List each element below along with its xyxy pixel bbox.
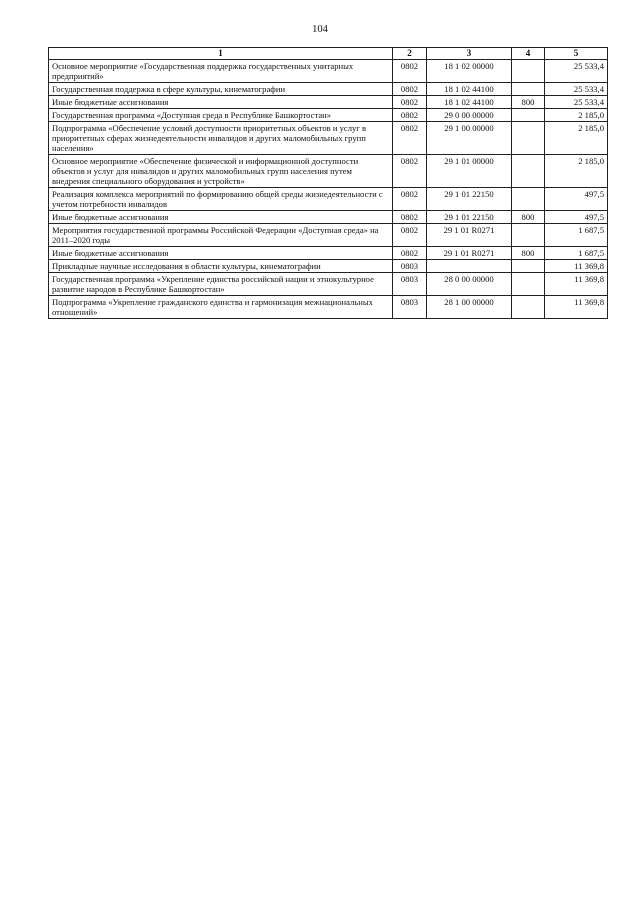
cell-name: Основное мероприятие «Обеспечение физической и информационной доступности объектов и услуг для инвалидов и других маломобильных групп населения путем внедрения специального оборудования и устройств» <box>49 155 393 188</box>
cell-expense-type: 800 <box>512 247 545 260</box>
cell-expense-type <box>512 122 545 155</box>
table-row <box>49 224 608 247</box>
cell-amount: 25 533,4 <box>545 60 608 83</box>
cell-expense-type: 800 <box>512 96 545 109</box>
cell-amount: 2 185,0 <box>545 109 608 122</box>
cell-section: 0802 <box>393 122 427 155</box>
cell-section: 0802 <box>393 109 427 122</box>
cell-target-article: 18 1 02 44100 <box>427 83 512 96</box>
cell-expense-type <box>512 224 545 247</box>
cell-name: Мероприятия государственной программы Российской Федерации «Доступная среда» на 2011–2020 годы <box>49 224 393 247</box>
cell-name: Подпрограмма «Обеспечение условий доступности приоритетных объектов и услуг в приоритетных сферах жизнедеятельности инвалидов и других маломобильных групп населения» <box>49 122 393 155</box>
cell-amount: 1 687,5 <box>545 224 608 247</box>
cell-target-article <box>427 260 512 273</box>
table-row <box>49 296 608 319</box>
cell-name: Иные бюджетные ассигнования <box>49 96 393 109</box>
table-row <box>49 122 608 155</box>
table-row <box>49 96 608 109</box>
cell-target-article: 29 1 01 R0271 <box>427 224 512 247</box>
table-row <box>49 273 608 296</box>
table-row <box>49 211 608 224</box>
cell-expense-type <box>512 273 545 296</box>
cell-target-article: 18 1 02 00000 <box>427 60 512 83</box>
cell-amount: 11 369,8 <box>545 273 608 296</box>
cell-target-article: 29 1 01 R0271 <box>427 247 512 260</box>
budget-table <box>48 47 608 319</box>
cell-name: Подпрограмма «Укрепление гражданского единства и гармонизация межнациональных отношений» <box>49 296 393 319</box>
cell-name: Иные бюджетные ассигнования <box>49 247 393 260</box>
cell-section: 0802 <box>393 60 427 83</box>
cell-section: 0802 <box>393 188 427 211</box>
cell-expense-type <box>512 60 545 83</box>
cell-amount: 11 369,8 <box>545 296 608 319</box>
cell-name: Государственная поддержка в сфере культуры, кинематографии <box>49 83 393 96</box>
cell-expense-type <box>512 296 545 319</box>
column-header: 1 <box>49 48 393 60</box>
cell-section: 0803 <box>393 296 427 319</box>
cell-section: 0802 <box>393 155 427 188</box>
table-row <box>49 83 608 96</box>
table-row <box>49 109 608 122</box>
table-row <box>49 247 608 260</box>
cell-expense-type <box>512 155 545 188</box>
table-row <box>49 260 608 273</box>
cell-section: 0802 <box>393 211 427 224</box>
cell-target-article: 29 1 01 22150 <box>427 188 512 211</box>
cell-expense-type: 800 <box>512 211 545 224</box>
column-header: 5 <box>545 48 608 60</box>
cell-section: 0802 <box>393 96 427 109</box>
cell-target-article: 29 1 01 00000 <box>427 155 512 188</box>
table-body <box>49 60 608 319</box>
cell-expense-type <box>512 188 545 211</box>
page-number: 104 <box>312 24 328 35</box>
column-header: 2 <box>393 48 427 60</box>
cell-amount: 497,5 <box>545 188 608 211</box>
cell-target-article: 18 1 02 44100 <box>427 96 512 109</box>
cell-amount: 25 533,4 <box>545 96 608 109</box>
column-header: 4 <box>512 48 545 60</box>
cell-target-article: 28 0 00 00000 <box>427 273 512 296</box>
cell-name: Основное мероприятие «Государственная поддержка государственных унитарных предприятий» <box>49 60 393 83</box>
cell-expense-type <box>512 109 545 122</box>
cell-name: Иные бюджетные ассигнования <box>49 211 393 224</box>
cell-target-article: 29 0 00 00000 <box>427 109 512 122</box>
cell-amount: 25 533,4 <box>545 83 608 96</box>
cell-section: 0802 <box>393 224 427 247</box>
cell-expense-type <box>512 83 545 96</box>
cell-name: Государственная программа «Доступная среда в Республике Башкортостан» <box>49 109 393 122</box>
cell-target-article: 29 1 00 00000 <box>427 122 512 155</box>
table-row <box>49 155 608 188</box>
cell-name: Реализация комплекса мероприятий по формированию общей среды жизнедеятельности с учетом потребности инвалидов <box>49 188 393 211</box>
cell-amount: 2 185,0 <box>545 122 608 155</box>
cell-name: Прикладные научные исследования в области культуры, кинематографии <box>49 260 393 273</box>
column-header: 3 <box>427 48 512 60</box>
cell-name: Государственная программа «Укрепление единства российской нации и этнокультурное развитие народов в Республике Башкортостан» <box>49 273 393 296</box>
table-row <box>49 188 608 211</box>
cell-expense-type <box>512 260 545 273</box>
cell-amount: 11 369,8 <box>545 260 608 273</box>
header-row <box>49 48 608 60</box>
cell-section: 0802 <box>393 83 427 96</box>
cell-section: 0803 <box>393 260 427 273</box>
cell-target-article: 28 1 00 00000 <box>427 296 512 319</box>
cell-amount: 497,5 <box>545 211 608 224</box>
cell-section: 0802 <box>393 247 427 260</box>
cell-target-article: 29 1 01 22150 <box>427 211 512 224</box>
cell-section: 0803 <box>393 273 427 296</box>
table-row <box>49 60 608 83</box>
cell-amount: 2 185,0 <box>545 155 608 188</box>
cell-amount: 1 687,5 <box>545 247 608 260</box>
